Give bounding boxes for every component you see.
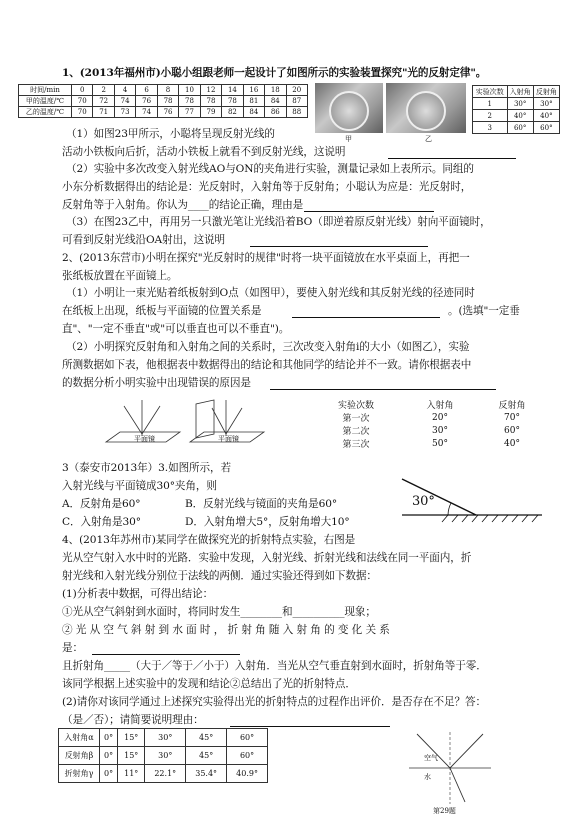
answer-blank[interactable] [304, 211, 434, 212]
q4-line: 且折射角_____（大于／等于／小于）入射角．当光从空气垂直射到水面时，折射角等于零． [62, 660, 487, 672]
q1-line: 小东分析数据得出的结论是：光反射时，入射角等于反射角；小聪认为应是：光反射时， [62, 181, 472, 193]
apparatus-photo-a [315, 83, 383, 133]
q3-option-b[interactable]: B．反射光线与镜面的夹角是60° [185, 498, 338, 510]
q1-line: 可看到反射光线沿OA射出，这说明 [62, 234, 226, 246]
q1-line: （3）在图23乙中，再用另一只激光笔让光线沿着BO（即逆着原反射光线）射向平面镜时， [66, 216, 491, 228]
q4-line: 是： [62, 642, 83, 654]
q3-option-c[interactable]: C．入射角是30° [62, 516, 141, 528]
q4-line: 该同学根据上述实验中的发现和结论②总结出了光的折射特点． [62, 678, 356, 690]
apparatus-photo-b [386, 83, 466, 133]
q2-line: 在纸板上出现，纸板与平面镜的位置关系是 [62, 305, 262, 317]
q4-line: 4、(2013年苏州市)某同学在做探究光的折射特点实验，右图是 [62, 534, 356, 546]
refraction-data-table [58, 728, 268, 783]
angle-label: 30° [412, 494, 435, 509]
q2-data-table [308, 398, 548, 450]
q4-line: (1)分析表中数据，可得出结论： [62, 588, 214, 600]
table-row: 时间/min 0 2 4 6 8 10 12 14 16 18 20 [19, 85, 308, 96]
q2-line: 所测数据如下表，他根据表中数据得出的结论和其他同学的结论并不一致。请你根据表中 [62, 359, 472, 371]
table-row: 3 60° 60° [473, 122, 560, 134]
reflection-record-table [472, 85, 560, 134]
table-row: 1 30° 30° [473, 98, 560, 110]
answer-blank[interactable] [270, 389, 496, 390]
q4-line: ①光从空气斜射到水面时，将同时发生________和__________现象； [62, 606, 376, 618]
table-row: 乙的温度/℃ 70 71 73 74 76 77 79 82 84 86 88 [19, 107, 308, 118]
table-row: 第二次 30° 60° [342, 425, 520, 437]
q2-line: 的数据分析小明实验中出现错误的原因是 [62, 377, 251, 389]
q3-option-a[interactable]: A．反射角是60° [62, 498, 141, 510]
q2-line: （1）小明让一束光贴着纸板射到O点（如图甲），要使入射光线和其反射光线的径迹同时 [66, 287, 475, 299]
q3-option-d[interactable]: D．入射角增大5°，反射角增大10° [185, 516, 350, 528]
table-row: 第一次 20° 70° [342, 412, 520, 424]
temperature-table [18, 84, 308, 118]
table-row: 实验次数 入射角 反射角 [337, 401, 526, 411]
air-label: 空气 [424, 754, 438, 762]
answer-blank[interactable] [388, 158, 516, 159]
q1-line: （2）实验中多次改变入射光线AO与ON的夹角进行实验，测量记录如上表所示。同组的 [66, 163, 474, 175]
photo-caption: 甲 [345, 135, 352, 143]
mirror-diagrams [102, 398, 272, 446]
q3-line: 入射光线与平面镜成30°夹角，则 [62, 480, 217, 492]
table-row: 折射角γ 0° 11° 22.1° 35.4° 40.9° [59, 765, 268, 783]
table-row: 2 40° 40° [473, 110, 560, 122]
q4-line: （是／否）；请简要说明理由： [62, 714, 204, 726]
q4-line: 光从空气射入水中时的光路．实验中发现，入射光线、折射光线和法线在同一平面内，折 [62, 552, 472, 564]
photo-caption: 乙 [425, 135, 432, 143]
table-row: 反射角β 0° 15° 30° 45° 60° [59, 747, 268, 765]
q3-line: 3（泰安市2013年）3.如图所示，若 [62, 462, 232, 474]
table-row: 第三次 50° 40° [342, 438, 520, 450]
water-label: 水 [424, 773, 431, 781]
q1-heading: 1、(2013年福州市)小聪小组跟老师一起设计了如图所示的实验装置探究"光的反射定律"。 [62, 67, 487, 79]
q1-line: 反射角等于入射角。你认为____的结论正确，理由是 [62, 199, 304, 211]
figure-label: 平面镜 [134, 435, 155, 443]
q2-line: 2、(2013东营市)小明在探究"光反射时的规律"时将一块平面镜放在水平桌面上，再把一 [62, 252, 470, 264]
q1-line: （1）如图23甲所示，小聪将呈现反射光线的 [66, 128, 275, 140]
figure-label: 平面镜 [218, 435, 239, 443]
q4-line: ②光从空气斜射到水面时，折射角随入射角的变化关系 [62, 624, 394, 636]
answer-blank[interactable] [230, 726, 390, 727]
table-row: 甲的温度/℃ 70 72 74 76 78 78 78 78 81 84 87 [19, 96, 308, 107]
answer-blank[interactable] [250, 246, 428, 247]
answer-blank[interactable] [292, 317, 440, 318]
q4-line: (2)请你对该同学通过上述探究实验得出光的折射特点的过程作出评价．是否存在不足？答： [62, 696, 486, 708]
q4-line: 射光线和入射光线分别位于法线的两侧．通过实验还得到如下数据： [62, 570, 377, 582]
answer-blank[interactable] [92, 654, 240, 655]
refraction-diagram [405, 728, 495, 808]
table-row: 实验次数 入射角 反射角 [473, 86, 560, 98]
q2-line: 张纸板放置在平面镜上。 [62, 270, 178, 282]
q2-line: （2）小明探究反射角和入射角之间的关系时，三次改变入射角i的大小（如图乙），实验 [66, 341, 470, 353]
figure-number: 第29题 [433, 807, 456, 815]
table-row: 入射角α 0° 15° 30° 45° 60° [59, 729, 268, 747]
q2-line: 直"、"一定不垂直"或"可以垂直也可以不垂直")。 [62, 323, 290, 335]
q1-line: 活动小铁板向后折，活动小铁板上就看不到反射光线，这说明 [62, 146, 346, 158]
q2-line: 。(选填"一定垂 [448, 305, 520, 317]
